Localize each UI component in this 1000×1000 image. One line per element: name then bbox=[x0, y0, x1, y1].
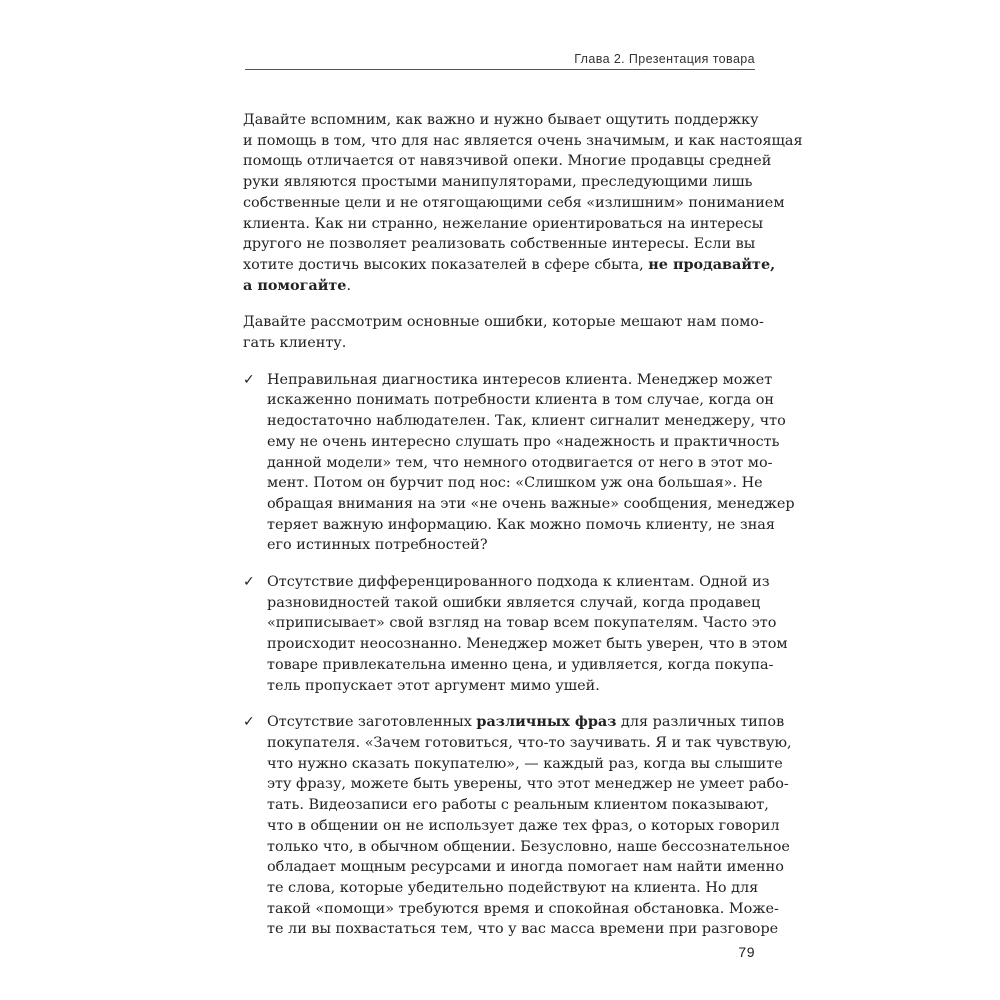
text-line: клиента. Как ни странно, нежелание ориентироваться на интересы bbox=[243, 215, 764, 232]
text-line bbox=[267, 712, 785, 733]
text-line: собственные цели и не отягощающими себя «излишним» пониманием bbox=[243, 194, 785, 211]
text-line: недостаточно наблюдателен. Так, клиент сигналит менеджеру, что bbox=[267, 413, 786, 430]
text-line: «приписывает» свой взгляд на товар всем покупателям. Часто это bbox=[267, 615, 777, 632]
text-line bbox=[243, 255, 776, 276]
text-fragment: для различных типов bbox=[616, 714, 785, 731]
text-line: обращая внимания на эти «не очень важные» сообщения, менеджер bbox=[267, 495, 795, 512]
text-line: тать. Видеозаписи его работы с реальным клиентом показывают, bbox=[267, 797, 769, 814]
list-item-differentiation bbox=[243, 572, 788, 696]
text-line: теряет важную информацию. Как можно помочь клиенту, не зная bbox=[267, 516, 775, 533]
checkmark-icon: ✓ bbox=[243, 371, 255, 388]
text-fragment: Отсутствие заготовленных bbox=[267, 714, 477, 731]
list-item-phrases bbox=[243, 712, 792, 940]
text-line: такой «помощи» требуются время и спокойная обстановка. Може- bbox=[267, 900, 779, 917]
text-line bbox=[243, 276, 755, 297]
text-line: товаре привлекательна именно цена, и удивляется, когда покупа- bbox=[267, 656, 774, 673]
page-body bbox=[243, 110, 803, 956]
list-item-diagnostics bbox=[243, 370, 795, 556]
text-line: помощь отличается от навязчивой опеки. Многие продавцы средней bbox=[243, 153, 772, 170]
text-line: разновидностей такой ошибки является случай, когда продавец bbox=[267, 594, 761, 611]
text-line: Неправильная диагностика интересов клиента. Менеджер может bbox=[267, 371, 773, 388]
text-fragment: . bbox=[346, 277, 352, 294]
checkmark-icon: ✓ bbox=[243, 714, 255, 731]
text-line: руки являются простыми манипуляторами, преследующими лишь bbox=[243, 174, 753, 191]
text-line: те ли вы похвастаться тем, что у вас масса времени при разговоре bbox=[267, 921, 779, 938]
bold-emphasis: не продавайте, bbox=[648, 255, 776, 273]
text-line: что в общении он не использует даже тех фраз, о которых говорил bbox=[267, 817, 780, 834]
header-divider bbox=[245, 69, 755, 70]
text-line: данной модели» тем, что немного отодвигается от него в этот мо- bbox=[267, 454, 773, 471]
text-line: покупателя. «Зачем готовиться, что-то заучивать. Я и так чувствую, bbox=[267, 734, 792, 751]
text-fragment: хотите достичь высоких показателей в сфере сбыта, bbox=[243, 256, 649, 273]
paragraph-errors-intro bbox=[243, 312, 764, 353]
text-line: ему не очень интересно слушать про «надежность и практичность bbox=[267, 433, 780, 450]
text-line: мент. Потом он бурчит под нос: «Слишком уж она большая». Не bbox=[267, 475, 763, 492]
text-line: гать клиенту. bbox=[243, 335, 347, 352]
page-number: 79 bbox=[738, 944, 755, 960]
text-line: и помощь в том, что для нас является очень значимым, и как настоящая bbox=[243, 132, 803, 149]
text-line: только что, в обычном общении. Безусловно, наше бессознательное bbox=[267, 838, 790, 855]
text-line: другого не позволяет реализовать собственные интересы. Если вы bbox=[243, 236, 756, 253]
text-line: Давайте рассмотрим основные ошибки, которые мешают нам помо- bbox=[243, 314, 764, 331]
text-line: его истинных потребностей? bbox=[267, 537, 488, 554]
checkmark-icon: ✓ bbox=[243, 574, 255, 591]
bold-emphasis: различных фраз bbox=[476, 713, 617, 731]
text-line: искаженно понимать потребности клиента в том случае, когда он bbox=[267, 392, 774, 409]
text-line: эту фразу, можете быть уверены, что этот менеджер не умеет рабо- bbox=[267, 776, 789, 793]
text-line: те слова, которые убедительно подействуют на клиента. Но для bbox=[267, 879, 759, 896]
text-line: Давайте вспомним, как важно и нужно бывает ощутить поддержку bbox=[243, 112, 759, 128]
text-line: обладает мощным ресурсами и иногда помогает нам найти именно bbox=[267, 859, 784, 876]
text-line: тель пропускает этот аргумент мимо ушей. bbox=[267, 677, 600, 694]
bold-emphasis: а помогайте bbox=[243, 276, 347, 294]
text-line: происходит неосознанно. Менеджер может быть уверен, что в этом bbox=[267, 636, 788, 653]
text-line: Отсутствие дифференцированного подхода к клиентам. Одной из bbox=[267, 574, 770, 591]
running-header: Глава 2. Презентация товара bbox=[574, 52, 755, 66]
text-line: что нужно сказать покупателю», — каждый раз, когда вы слышите bbox=[267, 755, 783, 772]
paragraph-intro bbox=[243, 110, 803, 296]
